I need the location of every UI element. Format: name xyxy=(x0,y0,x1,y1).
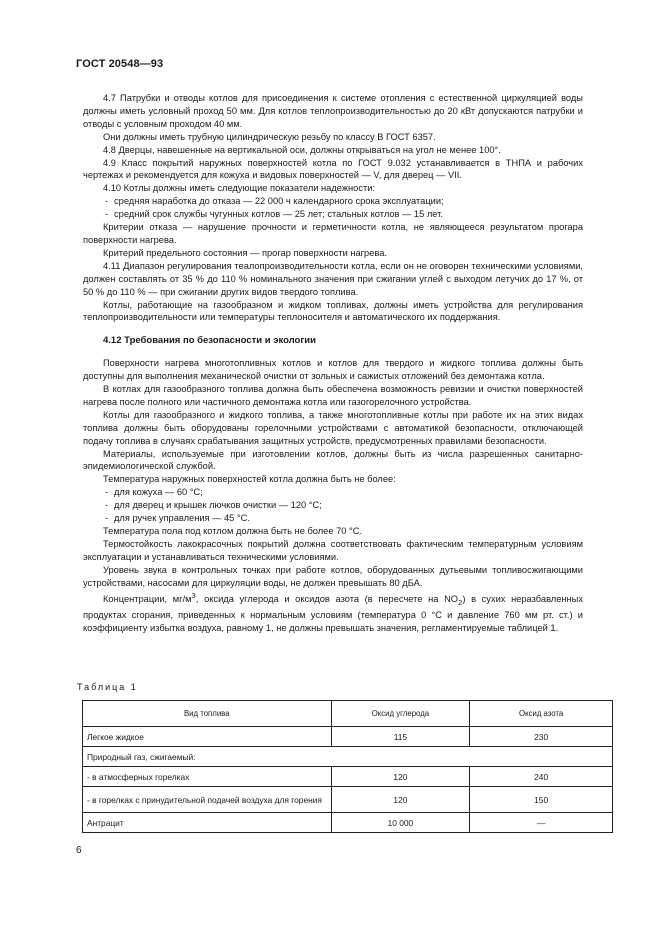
table-row xyxy=(83,787,613,813)
paragraph: В котлах для газообразного топлива должна быть обеспечена возможность ревизии и очистки поверхностей нагрева после полного или частичного демонтажа котла или газогорелочного устройства. xyxy=(83,384,583,407)
paragraph: Температура наружных поверхностей котла должна быть не более: xyxy=(103,474,396,485)
clause-4-7: 4.7 Патрубки и отводы котлов для присоединения к системе отопления с естественной циркуляцией воды должны иметь условный проход 50 мм. Для котлов теплопроизводительностью до 20 кВт допускаются патрубки и отводы с условным проходом 40 мм. xyxy=(83,93,583,129)
table-header-row xyxy=(83,701,613,727)
table-cell: Антрацит xyxy=(83,813,332,833)
table-cell: 120 xyxy=(331,787,470,813)
paragraph: Термостойкость лакокрасочных покрытий должна соответствовать фактическим температурным условиям эксплуатации и устанавливаться техническими условиями. xyxy=(83,538,583,562)
table-cell: Природный газ, сжигаемый: xyxy=(83,747,613,767)
column-header: Оксид углерода xyxy=(331,701,470,727)
paragraph: Критерий предельного состояния — прогар поверхности нагрева. xyxy=(103,247,387,258)
table-cell: 120 xyxy=(331,767,470,787)
table-caption: Таблица 1 xyxy=(77,682,138,692)
table-cell: 240 xyxy=(470,767,613,787)
clause-4-9: 4.9 Класс покрытий наружных поверхностей котла по ГОСТ 9.032 устанавливается в ТНПА и рабочих чертежах и рекомендуется для кожуха и видовых поверхностей — V, для дверец — VII. xyxy=(83,157,583,181)
page-number: 6 xyxy=(76,845,82,856)
list-item: - для кожуха — 60 °С; xyxy=(83,486,583,499)
clause-4-8: 4.8 Дверцы, навешенные на вертикальной оси, должны открываться на угол не менее 100°. xyxy=(103,144,501,155)
table-cell: - в атмосферных горелках xyxy=(83,767,332,787)
paragraph: Поверхности нагрева многотопливных котлов и котлов для твердого и жидкого топлива должны быть доступны для выполнения механической очистки от зольных и сажистых отложений без демонтажа котла. xyxy=(83,358,583,382)
column-header: Вид топлива xyxy=(83,701,332,727)
list-item: - для дверец и крышек лючков очистки — 120 °С; xyxy=(83,499,583,512)
emissions-table xyxy=(82,700,613,833)
paragraph: Уровень звука в контрольных точках при работе котлов, оборудованных дутьевыми топливосжигающими устройствами, насосами для циркуляции воды, не должен превышать 80 дБА. xyxy=(83,564,583,588)
table-cell: — xyxy=(470,813,613,833)
table-cell: 115 xyxy=(331,727,470,747)
table-cell: - в горелках с принудительной подачей воздуха для горения xyxy=(83,787,332,813)
table-cell: 230 xyxy=(470,727,613,747)
table-cell: Легкое жидкое xyxy=(83,727,332,747)
table-cell: 150 xyxy=(470,787,613,813)
clause-4-10: 4.10 Котлы должны иметь следующие показатели надежности: xyxy=(103,183,376,194)
paragraph: Критерии отказа — нарушение прочности и герметичности котла, не являющееся результатом прогара поверхности нагрева. xyxy=(83,222,583,245)
list-item: - для ручек управления — 45 °С. xyxy=(83,512,583,525)
clause-4-11: 4.11 Диапазон регулирования теалопроизводительности котла, если он не оговорен техническими условиями, должен составлять от 35 % до 110 % номинального значения при сжигании углей с выходом летучих до 17 %, от 50 % до 110 % — при сжигании других видов твердого топлива. xyxy=(83,260,583,297)
document-body xyxy=(83,92,583,635)
column-header: Оксид азота xyxy=(470,701,613,727)
list-item: - средняя наработка до отказа — 22 000 ч календарного срока эксплуатации; xyxy=(83,195,583,208)
table-row xyxy=(83,747,613,767)
table-row xyxy=(83,727,613,747)
paragraph: Котлы для газообразного и жидкого топлива, а также многотопливные котлы при работе их на этих видах топлива должны быть оборудованы горелочными устройствами с автоматикой безопасности, отключающей подачу топлива в случаях срабатывания защитных устройств, предусмотренных правилами безопасности. xyxy=(83,409,583,446)
table-cell: 10 000 xyxy=(331,813,470,833)
section-title: 4.12 Требования по безопасности и экологии xyxy=(103,335,316,347)
list-item: - средний срок службы чугунных котлов — 25 лет; стальных котлов — 15 лет. xyxy=(83,208,583,221)
table-row xyxy=(83,813,613,833)
paragraph: Материалы, используемые при изготовлении котлов, должны быть из числа разрешенных санитарно-эпидемиологической службой. xyxy=(83,448,583,472)
document-header: ГОСТ 20548—93 xyxy=(76,58,164,70)
table-row xyxy=(83,767,613,787)
paragraph: Они должны иметь трубную цилиндрическую резьбу по классу В ГОСТ 6357. xyxy=(103,131,436,142)
concentration-paragraph: Концентрации, $мг/м^3$, оксида углерода и оксидов азота (в пересчете на $NO_2$) в сухих неразбавленных продуктах сгорания, приведенных к нормальным условиям (температура 0 °С и давление 760 мм рт. ст.) и коэффициенту избытка воздуха, равному 1, не должны превышать значения, регламентируемые таблицей 1. xyxy=(83,590,583,634)
paragraph: Температура пола под котлом должна быть не более 70 °С. xyxy=(103,526,363,536)
paragraph: Котлы, работающие на газообразном и жидком топливах, должны иметь устройства для регулирования теплопроизводительности или температуры теплоносителя и автоматического их поддержания. xyxy=(83,299,583,323)
